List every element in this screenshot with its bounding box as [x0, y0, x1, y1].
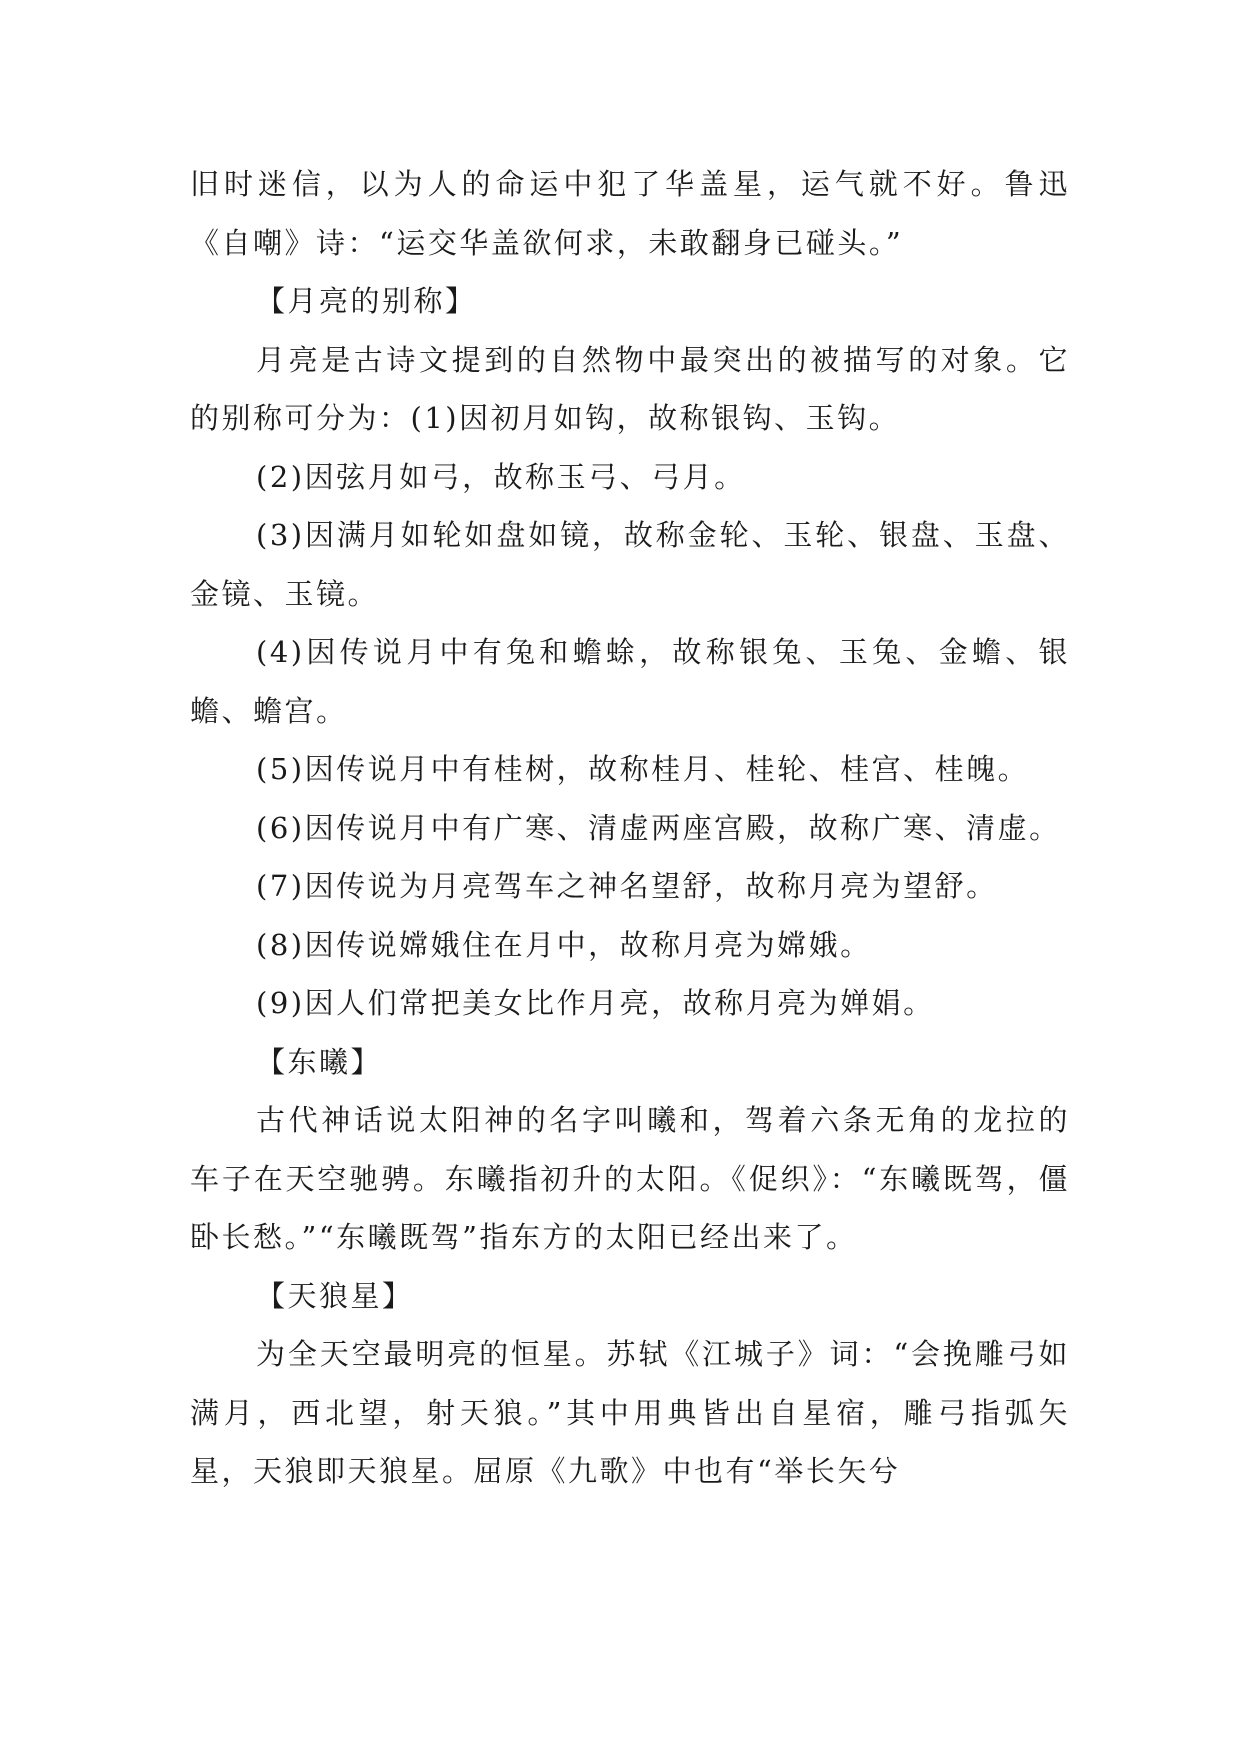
paragraph-dongxi: 古代神话说太阳神的名字叫曦和，驾着六条无角的龙拉的车子在天空驰骋。东曦指初升的太阳。《促织》：“东曦既驾，僵卧长愁。”“东曦既驾”指东方的太阳已经出来了。	[190, 1103, 1070, 1254]
list-item-moon-7: (7)因传说为月亮驾车之神名望舒，故称月亮为望舒。	[256, 869, 998, 903]
section-heading-moon-names: 【月亮的别称】	[256, 284, 477, 318]
paragraph-sirius: 为全天空最明亮的恒星。苏轼《江城子》词：“会挽雕弓如满月，西北望，射天狼。”其中用典皆出自星宿，雕弓指弧矢星，天狼即天狼星。屈原《九歌》中也有“举长矢兮	[190, 1337, 1070, 1488]
list-item-moon-9: (9)因人们常把美女比作月亮，故称月亮为婵娟。	[256, 986, 935, 1020]
list-item-moon-8: (8)因传说嫦娥住在月中，故称月亮为嫦娥。	[256, 927, 872, 962]
paragraph-moon-intro: 月亮是古诗文提到的自然物中最突出的被描写的对象。它的别称可分为：(1)因初月如钩，故称银钩、玉钩。	[190, 342, 1070, 435]
section-heading-sirius: 【天狼星】	[256, 1278, 414, 1313]
list-item-moon-2: (2)因弦月如弓，故称玉弓、弓月。	[256, 459, 746, 494]
list-item-moon-3: (3)因满月如轮如盘如镜，故称金轮、玉轮、银盘、玉盘、金镜、玉镜。	[190, 518, 1070, 611]
document-body	[190, 155, 1070, 1501]
list-item-moon-5: (5)因传说月中有桂树，故称桂月、桂轮、桂宫、桂魄。	[256, 752, 1030, 786]
list-item-moon-4: (4)因传说月中有兔和蟾蜍，故称银兔、玉兔、金蟾、银蟾、蟾宫。	[190, 635, 1070, 728]
list-item-moon-6: (6)因传说月中有广寒、清虚两座宫殿，故称广寒、清虚。	[256, 810, 1061, 845]
paragraph-huagai: 旧时迷信，以为人的命运中犯了华盖星，运气就不好。鲁迅《自嘲》诗：“运交华盖欲何求，未敢翻身已碰头。”	[190, 167, 1070, 260]
section-heading-dongxi: 【东曦】	[256, 1044, 383, 1079]
